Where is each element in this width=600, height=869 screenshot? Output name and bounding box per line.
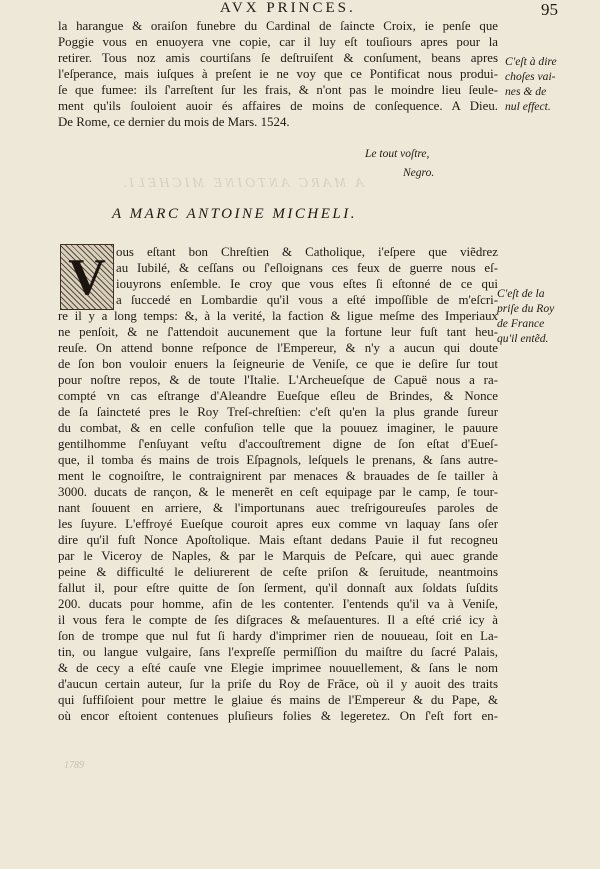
text-line: & de cecy a eſté cauſe vne Elegie imprimee nouuellement, & ſans le nom: [58, 661, 498, 675]
marginal-note-line: nes & de: [505, 85, 547, 98]
text-line: où encor eſtoient contenues pluſieurs folies & legeretez. On ſ'eſt fort en-: [58, 709, 498, 723]
text-line: compté vn cas eſtrange d'Aleandre Eueſque eſleu de Brindes, & Nonce: [58, 389, 498, 403]
letter-title: A MARC ANTOINE MICHELI.: [112, 206, 358, 222]
text-line: a ſuccedé en Lombardie qu'il vous a eſté impoſſible de m'eſcri-: [116, 293, 498, 307]
marginal-note-line: priſe du Roy: [497, 302, 555, 315]
text-line: nant ſouuent en arriere, & l'importunans auec treſrigoureuſes paroles de: [58, 501, 498, 515]
text-line: Poggie vous en enuoyera vne copie, car il luy eſt touſiours apres pour la: [58, 35, 498, 49]
text-line: l'eſperance, mais iuſques à preſent ie ne voy que ce Pontificat nous produi-: [58, 67, 498, 81]
text-line: ment qu'ils ſouloient auoir és affaires de moins de conſequence. A Dieu.: [58, 99, 498, 113]
faint-stamp: 1789: [64, 760, 84, 771]
text-line: fallut il, pour eſtre quitte de ſon ſerment, qu'il donnaſt aux ſoldats ſuſdits: [58, 581, 498, 595]
text-line: reuſe. On attend bonne reſponce de l'Empereur, & n'y a aucun qui doute: [58, 341, 498, 355]
text-line: il vous fera le compte de ſes diſgraces & meſauentures. Il a eſté crié icy à: [58, 613, 498, 627]
signature-block: [365, 145, 434, 183]
marginal-note-line: C'eſt à dire: [505, 55, 557, 68]
marginal-note-line: qu'il entẽd.: [497, 332, 549, 345]
bleed-through-text: A MARC ANTOINE MICHELI.: [120, 176, 365, 191]
decorated-initial: V: [60, 244, 114, 310]
marginal-note: [497, 286, 554, 346]
closing: Le tout voſtre,: [365, 148, 430, 160]
text-line: retirer. Tous noz amis courtiſans ſe deſtruiſent & conſument, beans apres: [58, 51, 498, 65]
text-line: tin, ou langue vulgaire, ſans l'expreſſe permiſſion du maiſtre du ſacré Palais,: [58, 645, 498, 659]
marginal-note-line: nul effect.: [505, 100, 551, 113]
text-line: la harangue & oraiſon funebre du Cardinal de ſaincte Croix, ie penſe que: [58, 19, 498, 33]
marginal-note-line: C'eſt de la: [497, 287, 545, 300]
text-line: De Rome, ce dernier du mois de Mars. 1524.: [58, 115, 290, 129]
text-line: iouyrons enſemble. Ie croy que vous eſtes ſi eſtonné de ce qui: [116, 277, 498, 291]
letter-ending-text: [58, 18, 498, 130]
text-line: les ſuyure. L'effroyé Eueſque couroit apres eux comme vn laquay ſans oſer: [58, 517, 498, 531]
text-line: de ſon bon vouloir enuers la ſeigneurie de Veniſe, ce que ie deſire ſur tout: [58, 357, 498, 371]
text-line: ſon de trompe que nul fut ſi hardy d'imprimer rien de nouueau, ſoit en La-: [58, 629, 498, 643]
text-line: ſe que fumee: ils ſ'arreſtent ſur les frais, & n'ont pas le moindre lieu ſeule-: [58, 83, 498, 97]
marginal-note-line: de France: [497, 317, 545, 330]
text-line: de ſa ſaincteté pres le Roy Treſ-chreſtien: c'eſt qu'en la plus grande ſureur: [58, 405, 498, 419]
page-number: 95: [541, 0, 558, 19]
text-line: que, il tomba és mains de trois Eſpagnols, leſquels le prenans, & ſans autre-: [58, 453, 498, 467]
text-line: pour noſtre repos, & de toute l'Italie. L'Archeueſque de Capuë nous a ra-: [58, 373, 498, 387]
letter-body-text: [58, 244, 498, 724]
text-line: 3000. ducats de rançon, & le menerẽt en ceſt equipage par le camp, ſe tour-: [58, 485, 498, 499]
text-line: du combat, & en celle confuſion telle que la pouuez imaginer, le pauure: [58, 421, 498, 435]
text-line: dire qu'il fuſt Nonce Apoſtolique. Mais eſtant dedans Pauie il fut recogneu: [58, 533, 498, 547]
text-line: ous eſtant bon Chreſtien & Catholique, i'eſpere que viẽdrez: [116, 245, 498, 259]
text-line: ne penſoit, & ne ſ'attendoit aucunement que la fortune leur fuſt tant heu-: [58, 325, 498, 339]
text-line: 200. ducats pour homme, afin de les contenter. I'entends qu'il va à Veniſe,: [58, 597, 498, 611]
running-head: AVX PRINCES.: [220, 0, 356, 16]
text-line: re il y a long temps: &, à la verité, la faction & ligue meſme des Imperiaux: [58, 309, 498, 323]
text-line: par le Viceroy de Naples, & par le Marquis de Peſcare, qui auec grande: [58, 549, 498, 563]
text-line: d'aucun certain auteur, ſur la priſe du Roy de Frãce, où il y auoit des traits: [58, 677, 498, 691]
text-line: peine & difficulté le deliurerent de ceſte priſon & ſeruitude, neantmoins: [58, 565, 498, 579]
signature: Negro.: [403, 167, 435, 179]
marginal-note: [505, 54, 557, 114]
text-line: ment le cognoiſtre, le contraignirent par menaces & brauades de ſe tailler à: [58, 469, 498, 483]
text-line: gentilhomme ſ'enſuyant veſtu d'accouſtrement digne de ſon eſtat d'Eueſ-: [58, 437, 498, 451]
text-line: qui ſuffiſoient pour mettre le glaiue és mains de l'Empereur & du Pape, &: [58, 693, 498, 707]
text-line: au Iubilé, & ceſſans ou ſ'eſloignans ces feux de guerre nous eſ-: [116, 261, 498, 275]
marginal-note-line: choſes vai-: [505, 70, 556, 83]
